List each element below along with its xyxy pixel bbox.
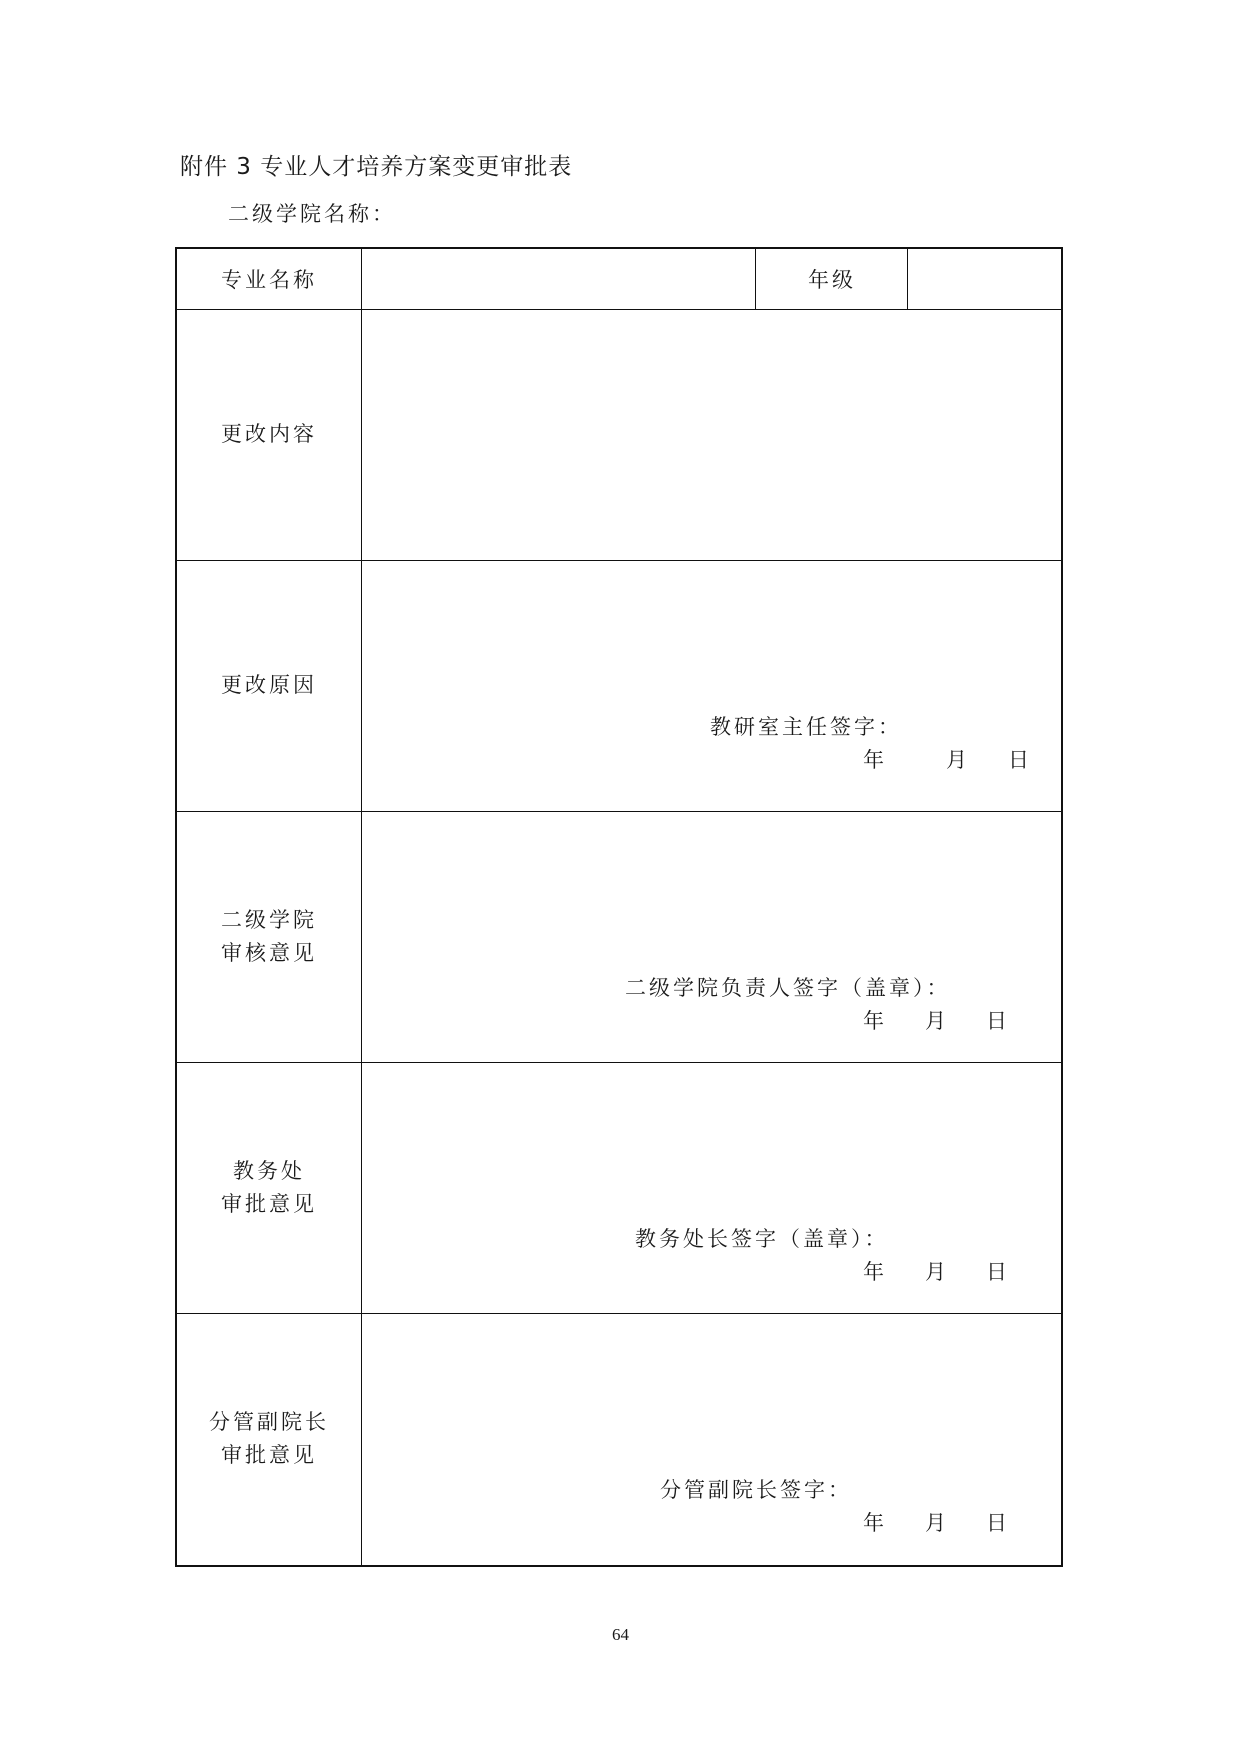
date-month-label: 月 xyxy=(925,1260,946,1284)
grade-field[interactable] xyxy=(909,249,1061,309)
grade-label: 年级 xyxy=(808,268,856,292)
change-reason-label xyxy=(177,560,361,811)
date-month-label: 月 xyxy=(925,1511,946,1535)
date-day-label: 日 xyxy=(1008,748,1029,772)
label-line: 审核意见 xyxy=(221,940,317,965)
date-day-label: 日 xyxy=(986,1009,1007,1033)
approval-form-table xyxy=(175,247,1063,1567)
date-day-label: 日 xyxy=(986,1511,1007,1535)
academic-affairs-head-signature-label: 教务处长签字（盖章）： xyxy=(635,1227,889,1251)
column-divider xyxy=(755,249,756,309)
column-divider xyxy=(907,249,908,309)
director-signature-label: 教研室主任签字： xyxy=(710,715,902,739)
college-name-label: 二级学院名称： xyxy=(228,202,396,226)
label-line: 分管副院长 xyxy=(209,1410,329,1434)
academic-affairs-review-field[interactable] xyxy=(363,1064,1061,1313)
label-line: 教务处 xyxy=(233,1158,305,1183)
college-review-label xyxy=(177,811,361,1062)
date-year-label: 年 xyxy=(863,748,884,772)
major-name-field[interactable] xyxy=(363,249,755,309)
major-name-label: 专业名称 xyxy=(221,268,317,292)
vice-president-review-field[interactable] xyxy=(363,1315,1061,1565)
change-content-label xyxy=(177,309,361,560)
column-divider xyxy=(361,249,362,1565)
date-day-label: 日 xyxy=(986,1260,1007,1284)
change-content-field[interactable] xyxy=(363,311,1061,560)
college-review-field[interactable] xyxy=(363,813,1061,1062)
vice-president-signature-label: 分管副院长签字： xyxy=(660,1478,852,1502)
label-line: 更改内容 xyxy=(221,422,317,446)
date-year-label: 年 xyxy=(863,1009,884,1033)
label-line: 更改原因 xyxy=(221,673,317,697)
college-head-signature-label: 二级学院负责人签字（盖章）： xyxy=(625,976,951,1000)
academic-affairs-review-label xyxy=(177,1062,361,1313)
date-month-label: 月 xyxy=(925,1009,946,1033)
vice-president-review-label xyxy=(177,1313,361,1565)
label-line: 审批意见 xyxy=(221,1191,317,1216)
date-year-label: 年 xyxy=(863,1511,884,1535)
label-line: 审批意见 xyxy=(221,1443,317,1467)
page-number: 64 xyxy=(612,1625,629,1644)
label-line: 二级学院 xyxy=(221,907,317,932)
date-year-label: 年 xyxy=(863,1260,884,1284)
date-month-label: 月 xyxy=(946,748,967,772)
document-title: 附件 3 专业人才培养方案变更审批表 xyxy=(180,154,573,180)
